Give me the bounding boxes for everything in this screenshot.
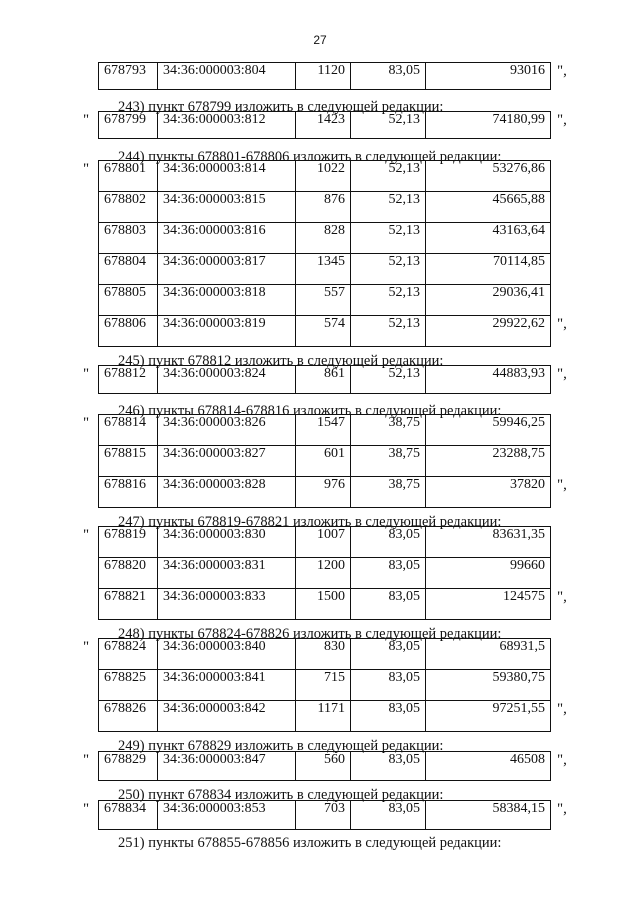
sum-cell: 46508 — [426, 752, 551, 781]
cadastral-number-cell: 34:36:000003:815 — [158, 192, 296, 223]
opening-quote: " — [83, 161, 90, 177]
area-cell: 828 — [296, 223, 351, 254]
area-cell: 830 — [296, 639, 351, 670]
area-cell: 1007 — [296, 527, 351, 558]
area-cell: 601 — [296, 446, 351, 477]
amendment-heading: 250) пункт 678834 изложить в следующей редакции: — [118, 787, 444, 803]
area-cell: 1022 — [296, 161, 351, 192]
area-cell: 1547 — [296, 415, 351, 446]
cadastral-number-cell: 34:36:000003:804 — [158, 63, 296, 90]
parcel-number-cell: 678806 — [99, 316, 158, 347]
rate-cell: 83,05 — [351, 801, 426, 830]
rate-cell: 83,05 — [351, 63, 426, 90]
table-row — [99, 701, 551, 732]
rate-cell: 52,13 — [351, 285, 426, 316]
amendment-heading: 243) пункт 678799 изложить в следующей редакции: — [118, 99, 444, 115]
table-row — [99, 223, 551, 254]
sum-cell: 58384,15 — [426, 801, 551, 830]
cadastral-number-cell: 34:36:000003:827 — [158, 446, 296, 477]
cadastral-number-cell: 34:36:000003:818 — [158, 285, 296, 316]
table-row — [99, 415, 551, 446]
parcel-number-cell: 678802 — [99, 192, 158, 223]
closing-quote: ", — [557, 316, 567, 332]
area-cell: 976 — [296, 477, 351, 508]
closing-quote: ", — [557, 589, 567, 605]
parcel-number-cell: 678816 — [99, 477, 158, 508]
closing-quote: ", — [557, 366, 567, 382]
parcel-number-cell: 678815 — [99, 446, 158, 477]
amendment-heading: 247) пункты 678819-678821 изложить в следующей редакции: — [118, 514, 502, 530]
table-row — [99, 477, 551, 508]
area-cell: 574 — [296, 316, 351, 347]
area-cell: 1345 — [296, 254, 351, 285]
table-row — [99, 366, 551, 394]
rate-cell: 38,75 — [351, 415, 426, 446]
parcel-number-cell: 678826 — [99, 701, 158, 732]
closing-quote: ", — [557, 63, 567, 79]
parcel-number-cell: 678814 — [99, 415, 158, 446]
cadastral-number-cell: 34:36:000003:842 — [158, 701, 296, 732]
cadastral-number-cell: 34:36:000003:816 — [158, 223, 296, 254]
opening-quote: " — [83, 639, 90, 655]
parcel-number-cell: 678801 — [99, 161, 158, 192]
rate-cell: 38,75 — [351, 477, 426, 508]
table-row — [99, 63, 551, 90]
rate-cell: 52,13 — [351, 161, 426, 192]
cadastral-number-cell: 34:36:000003:840 — [158, 639, 296, 670]
table-row — [99, 527, 551, 558]
table-row — [99, 558, 551, 589]
amendment-heading: 249) пункт 678829 изложить в следующей редакции: — [118, 738, 444, 754]
parcel-number-cell: 678834 — [99, 801, 158, 830]
parcel-number-cell: 678803 — [99, 223, 158, 254]
parcel-table — [98, 414, 551, 508]
table-row — [99, 446, 551, 477]
rate-cell: 52,13 — [351, 316, 426, 347]
cadastral-number-cell: 34:36:000003:812 — [158, 112, 296, 139]
sum-cell: 70114,85 — [426, 254, 551, 285]
cadastral-number-cell: 34:36:000003:847 — [158, 752, 296, 781]
opening-quote: " — [83, 366, 90, 382]
area-cell: 703 — [296, 801, 351, 830]
parcel-number-cell: 678820 — [99, 558, 158, 589]
sum-cell: 53276,86 — [426, 161, 551, 192]
cadastral-number-cell: 34:36:000003:819 — [158, 316, 296, 347]
area-cell: 557 — [296, 285, 351, 316]
cadastral-number-cell: 34:36:000003:853 — [158, 801, 296, 830]
sum-cell: 29922,62 — [426, 316, 551, 347]
table-row — [99, 801, 551, 830]
parcel-table — [98, 365, 551, 394]
area-cell: 861 — [296, 366, 351, 394]
table-row — [99, 112, 551, 139]
amendment-heading: 244) пункты 678801-678806 изложить в следующей редакции: — [118, 149, 502, 165]
parcel-number-cell: 678793 — [99, 63, 158, 90]
table-row — [99, 192, 551, 223]
sum-cell: 97251,55 — [426, 701, 551, 732]
amendment-heading: 248) пункты 678824-678826 изложить в следующей редакции: — [118, 626, 502, 642]
sum-cell: 23288,75 — [426, 446, 551, 477]
opening-quote: " — [83, 527, 90, 543]
table-row — [99, 285, 551, 316]
table-row — [99, 670, 551, 701]
parcel-number-cell: 678799 — [99, 112, 158, 139]
sum-cell: 45665,88 — [426, 192, 551, 223]
rate-cell: 83,05 — [351, 589, 426, 620]
closing-quote: ", — [557, 701, 567, 717]
rate-cell: 83,05 — [351, 752, 426, 781]
parcel-number-cell: 678805 — [99, 285, 158, 316]
parcel-number-cell: 678824 — [99, 639, 158, 670]
parcel-table — [98, 800, 551, 830]
table-row — [99, 316, 551, 347]
rate-cell: 52,13 — [351, 112, 426, 139]
closing-quote: ", — [557, 801, 567, 817]
rate-cell: 52,13 — [351, 366, 426, 394]
rate-cell: 52,13 — [351, 223, 426, 254]
parcel-number-cell: 678825 — [99, 670, 158, 701]
amendment-heading: 251) пункты 678855-678856 изложить в следующей редакции: — [118, 835, 502, 851]
opening-quote: " — [83, 112, 90, 128]
parcel-table — [98, 638, 551, 732]
sum-cell: 93016 — [426, 63, 551, 90]
sum-cell: 43163,64 — [426, 223, 551, 254]
sum-cell: 59380,75 — [426, 670, 551, 701]
sum-cell: 74180,99 — [426, 112, 551, 139]
area-cell: 876 — [296, 192, 351, 223]
area-cell: 1171 — [296, 701, 351, 732]
cadastral-number-cell: 34:36:000003:814 — [158, 161, 296, 192]
rate-cell: 52,13 — [351, 254, 426, 285]
sum-cell: 68931,5 — [426, 639, 551, 670]
sum-cell: 124575 — [426, 589, 551, 620]
parcel-number-cell: 678829 — [99, 752, 158, 781]
amendment-heading: 246) пункты 678814-678816 изложить в следующей редакции: — [118, 403, 502, 419]
parcel-number-cell: 678821 — [99, 589, 158, 620]
rate-cell: 38,75 — [351, 446, 426, 477]
parcel-number-cell: 678819 — [99, 527, 158, 558]
rate-cell: 83,05 — [351, 670, 426, 701]
parcel-table — [98, 751, 551, 781]
area-cell: 1500 — [296, 589, 351, 620]
area-cell: 1423 — [296, 112, 351, 139]
cadastral-number-cell: 34:36:000003:824 — [158, 366, 296, 394]
rate-cell: 83,05 — [351, 701, 426, 732]
cadastral-number-cell: 34:36:000003:833 — [158, 589, 296, 620]
rate-cell: 52,13 — [351, 192, 426, 223]
table-row — [99, 752, 551, 781]
table-row — [99, 589, 551, 620]
cadastral-number-cell: 34:36:000003:828 — [158, 477, 296, 508]
sum-cell: 37820 — [426, 477, 551, 508]
cadastral-number-cell: 34:36:000003:826 — [158, 415, 296, 446]
sum-cell: 83631,35 — [426, 527, 551, 558]
closing-quote: ", — [557, 477, 567, 493]
rate-cell: 83,05 — [351, 639, 426, 670]
sum-cell: 59946,25 — [426, 415, 551, 446]
area-cell: 715 — [296, 670, 351, 701]
sum-cell: 29036,41 — [426, 285, 551, 316]
parcel-table — [98, 111, 551, 139]
area-cell: 1120 — [296, 63, 351, 90]
cadastral-number-cell: 34:36:000003:830 — [158, 527, 296, 558]
cadastral-number-cell: 34:36:000003:831 — [158, 558, 296, 589]
amendment-heading: 245) пункт 678812 изложить в следующей редакции: — [118, 353, 444, 369]
rate-cell: 83,05 — [351, 558, 426, 589]
table-row — [99, 161, 551, 192]
area-cell: 560 — [296, 752, 351, 781]
table-row — [99, 254, 551, 285]
sum-cell: 44883,93 — [426, 366, 551, 394]
opening-quote: " — [83, 801, 90, 817]
area-cell: 1200 — [296, 558, 351, 589]
parcel-number-cell: 678812 — [99, 366, 158, 394]
closing-quote: ", — [557, 752, 567, 768]
page-number: 27 — [313, 33, 327, 47]
parcel-table — [98, 62, 551, 90]
table-row — [99, 639, 551, 670]
opening-quote: " — [83, 752, 90, 768]
rate-cell: 83,05 — [351, 527, 426, 558]
sum-cell: 99660 — [426, 558, 551, 589]
parcel-table — [98, 526, 551, 620]
parcel-table — [98, 160, 551, 347]
closing-quote: ", — [557, 112, 567, 128]
parcel-number-cell: 678804 — [99, 254, 158, 285]
cadastral-number-cell: 34:36:000003:817 — [158, 254, 296, 285]
cadastral-number-cell: 34:36:000003:841 — [158, 670, 296, 701]
opening-quote: " — [83, 415, 90, 431]
